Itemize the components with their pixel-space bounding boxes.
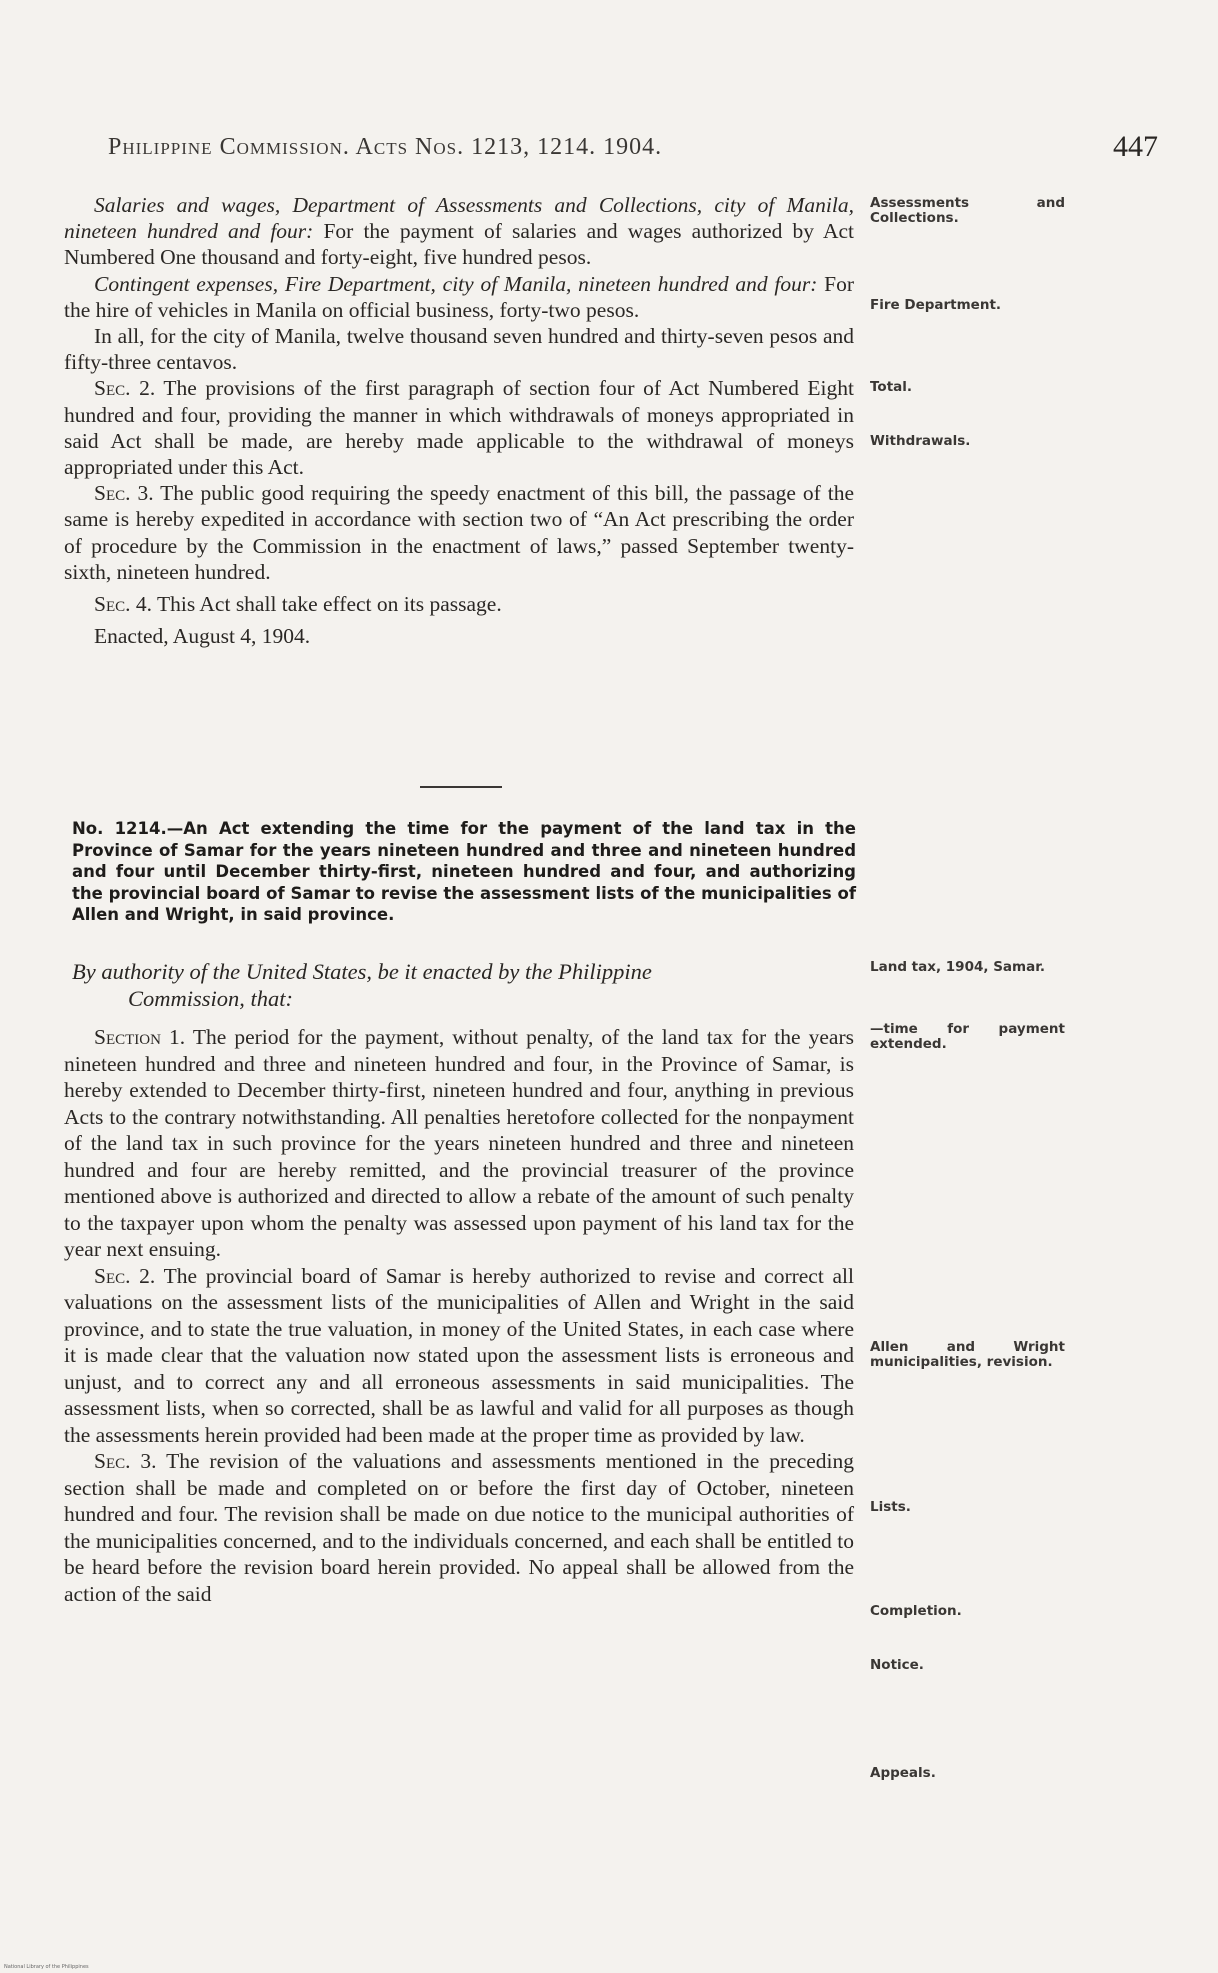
margin-note-assessments: Assessments and Collections.	[870, 195, 1065, 226]
act-1214-heading: No. 1214.—An Act extending the time for the payment of the land tax in the Province of Samar for the years nineteen hundred and three and nineteen hundred and four until December thirty-first, nineteen hundred and four, and authorizing the provincial board of Samar to revise the assessment lists of the municipalities of Allen and Wright, in said province.	[72, 819, 856, 924]
section-3-body: The revision of the valuations and assessments mentioned in the preceding section shall be made and completed on or before the first day of October, nineteen hundred and four. The revision shall be made on due notice to the municipal authorities of the municipalities concerned, and to the individuals concerned, and each shall be entitled to be heard before the revision board herein provided. No appeal shall be allowed from the action of the said	[64, 1449, 854, 1606]
enacted-date: Enacted, August 4, 1904.	[94, 624, 311, 649]
salaries-heading: Salaries and wages, Department of Assessments and Collections, city of Manila, nineteen hundred and four:	[64, 193, 854, 244]
scan-credit: National Library of the Philippines	[4, 1964, 89, 1970]
section-1	[64, 1024, 854, 1263]
header-title: Philippine Commission. Acts Nos. 1213, 1214. 1904.	[108, 134, 663, 160]
contingent-heading: Contingent expenses, Fire Department, city of Manila, nineteen hundred and four:	[94, 271, 818, 296]
section-1-label: Section 1.	[94, 1025, 186, 1049]
margin-note-appeals: Appeals.	[870, 1765, 936, 1781]
act1214-text	[64, 1024, 854, 1607]
enacting-line-2: Commission, that:	[128, 986, 294, 1011]
enacting-clause	[72, 958, 862, 1012]
section-2-label: Sec. 2.	[94, 1263, 156, 1288]
enacting-line-1: By authority of the United States, be it enacted by the Philippine	[72, 959, 652, 984]
sec4-label: Sec. 4.	[94, 592, 152, 617]
section-1-body: The period for the payment, without penalty, of the land tax for the years nineteen hundred and three and nineteen hundred and four, in the Province of Samar, is hereby extended to December thirty-first, nineteen hundred and four, anything in previous Acts to the contrary notwithstanding. All penalties heretofore collected for the nonpayment of the land tax in such province for the years nineteen hundred and three and nineteen hundred and four are hereby remitted, and the provincial treasurer of the province mentioned above is authorized and directed to allow a rebate of the amount of such penalty to the taxpayer upon whom the penalty was assessed upon payment of his land tax for the year next ensuing.	[64, 1025, 854, 1261]
paragraph-total: In all, for the city of Manila, twelve thousand seven hundred and thirty-seven pesos and fifty-three centavos.	[64, 324, 854, 375]
sec3-label: Sec. 3.	[94, 481, 154, 506]
margin-note-fire-department: Fire Department.	[870, 297, 1002, 313]
section-4-old	[64, 591, 854, 617]
paragraph-salaries	[64, 192, 854, 271]
margin-note-total: Total.	[870, 379, 913, 395]
margin-note-land-tax: Land tax, 1904, Samar.	[870, 959, 1046, 975]
section-divider	[420, 786, 502, 788]
margin-note-withdrawals: Withdrawals.	[870, 433, 971, 449]
running-header	[108, 130, 1158, 174]
paragraph-contingent	[64, 271, 854, 323]
section-3	[64, 1448, 854, 1607]
sec4-body: This Act shall take effect on its passage.	[152, 592, 502, 617]
sec2-label: Sec. 2.	[94, 376, 156, 401]
sec3-body: The public good requiring the speedy enactment of this bill, the passage of the same is hereby expedited in accordance with section two of “An Act prescribing the order of procedure by the Commission in the enactment of laws,” passed September twenty-sixth, nineteen hundred.	[64, 481, 855, 584]
section-3-label: Sec. 3.	[94, 1449, 157, 1473]
act1213-text	[64, 192, 854, 649]
margin-note-notice: Notice.	[870, 1657, 924, 1673]
page-number: 447	[1113, 130, 1158, 163]
section-2	[64, 1263, 854, 1449]
margin-note-allen-wright: Allen and Wright municipalities, revision.	[870, 1339, 1065, 1370]
section-2-old	[64, 375, 854, 480]
contingent-body: For the hire of vehicles in Manila on official business, forty-two pesos.	[64, 271, 854, 322]
margin-note-completion: Completion.	[870, 1603, 962, 1619]
margin-note-lists: Lists.	[870, 1499, 911, 1515]
sec2-body: The provisions of the first paragraph of section four of Act Numbered Eight hundred and four, providing the manner in which withdrawals of moneys appropriated in said Act shall be made, are hereby made applicable to the withdrawal of moneys appropriated under this Act.	[64, 376, 854, 480]
margin-note-time-extended: —time for payment extended.	[870, 1021, 1065, 1052]
section-3-old	[64, 480, 854, 585]
section-2-body: The provincial board of Samar is hereby authorized to revise and correct all valuations on the assessment lists of the municipalities of Allen and Wright in the said province, and to state the true valuation, in money of the United States, in each case where it is made clear that the valuation now stated upon the assessment lists is erroneous and unjust, and to correct any and all erroneous assessments in said municipalities. The assessment lists, when so corrected, shall be as lawful and valid for all purposes as though the assessments herein provided had been made at the proper time as provided by law.	[64, 1263, 854, 1447]
salaries-body: For the payment of salaries and wages authorized by Act Numbered One thousand and forty-eight, five hundred pesos.	[64, 219, 855, 270]
